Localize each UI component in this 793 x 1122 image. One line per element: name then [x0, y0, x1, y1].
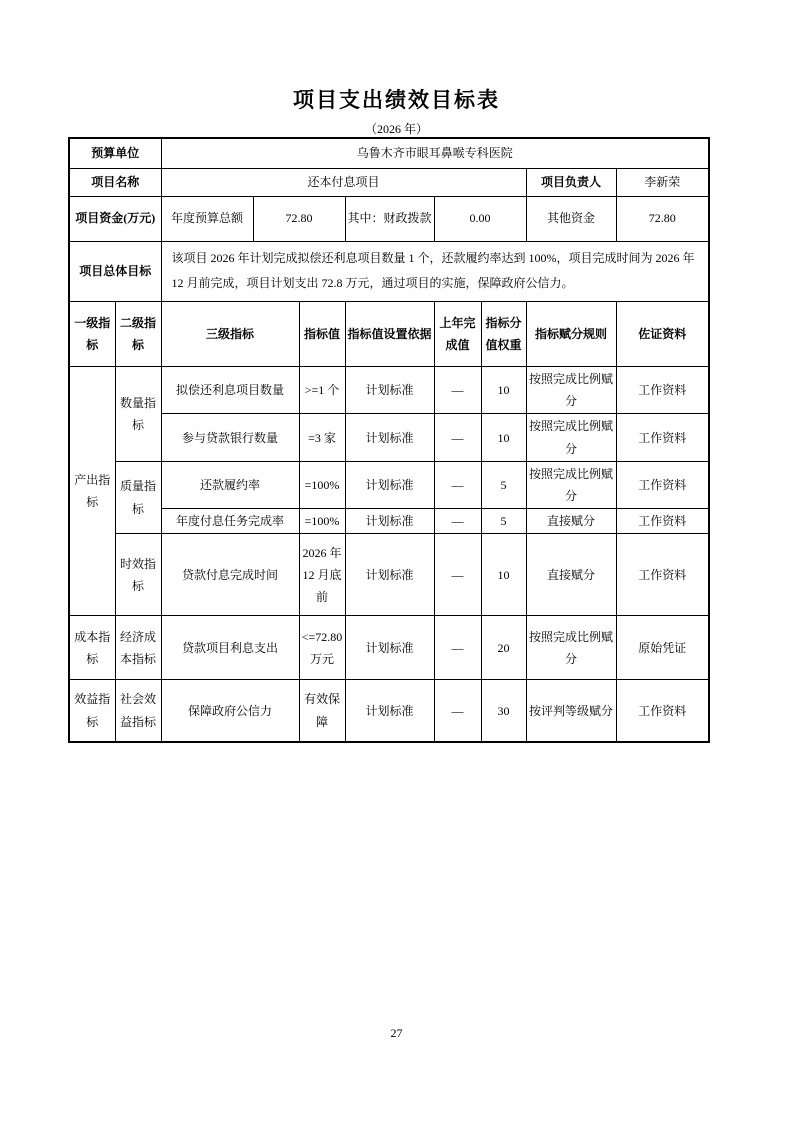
level2-quality: 质量指标 — [115, 461, 161, 534]
indicator-prev-year: — — [434, 414, 481, 461]
other-funds-label: 其他资金 — [526, 196, 616, 241]
indicator-prev-year: — — [434, 367, 481, 414]
indicator-prev-year: — — [434, 509, 481, 534]
level1-benefit: 效益指标 — [69, 680, 115, 742]
indicator-name: 参与贷款银行数量 — [161, 414, 299, 461]
other-funds-value: 72.80 — [616, 196, 709, 241]
indicator-rule: 直接赋分 — [526, 509, 616, 534]
header-evidence: 佐证资料 — [616, 302, 709, 367]
indicator-weight: 30 — [481, 680, 526, 742]
indicator-value: >=1 个 — [299, 367, 345, 414]
indicator-evidence: 工作资料 — [616, 509, 709, 534]
project-name-value: 还本付息项目 — [161, 168, 526, 196]
indicator-value: <=72.80 万元 — [299, 616, 345, 680]
indicator-name: 拟偿还利息项目数量 — [161, 367, 299, 414]
indicator-rule: 按评判等级赋分 — [526, 680, 616, 742]
indicator-prev-year: — — [434, 680, 481, 742]
overall-goal-text: 该项目 2026 年计划完成拟偿还利息项目数量 1 个，还款履约率达到 100%，项目完成时间为 2026 年 12 月前完成，项目计划支出 72.8 万元，通过项目的实施，保障政府公信力。 — [161, 241, 709, 302]
indicator-row — [69, 509, 709, 534]
indicator-basis: 计划标准 — [345, 616, 434, 680]
indicator-basis: 计划标准 — [345, 680, 434, 742]
indicator-prev-year: — — [434, 616, 481, 680]
project-funds-label: 项目资金(万元) — [69, 196, 161, 241]
indicator-row — [69, 461, 709, 508]
indicator-value: 2026 年 12 月底前 — [299, 534, 345, 616]
table-row — [69, 196, 709, 241]
header-basis: 指标值设置依据 — [345, 302, 434, 367]
indicator-weight: 5 — [481, 509, 526, 534]
header-level2: 二级指标 — [115, 302, 161, 367]
header-level3: 三级指标 — [161, 302, 299, 367]
indicator-rule: 按照完成比例赋分 — [526, 414, 616, 461]
level2-social-benefit: 社会效益指标 — [115, 680, 161, 742]
header-weight: 指标分值权重 — [481, 302, 526, 367]
indicator-value: =3 家 — [299, 414, 345, 461]
indicator-name: 还款履约率 — [161, 461, 299, 508]
table-row — [69, 241, 709, 302]
indicator-weight: 10 — [481, 414, 526, 461]
indicator-evidence: 原始凭证 — [616, 616, 709, 680]
indicator-weight: 5 — [481, 461, 526, 508]
indicator-row — [69, 534, 709, 616]
page-title: 项目支出绩效目标表 — [293, 88, 500, 112]
level2-timeliness: 时效指标 — [115, 534, 161, 616]
indicator-row — [69, 680, 709, 742]
indicator-rule: 按照完成比例赋分 — [526, 461, 616, 508]
indicator-row — [69, 414, 709, 461]
table-row — [69, 168, 709, 196]
indicator-basis: 计划标准 — [345, 509, 434, 534]
indicator-name: 保障政府公信力 — [161, 680, 299, 742]
indicator-basis: 计划标准 — [345, 367, 434, 414]
fiscal-allocation-label: 其中：财政拨款 — [345, 196, 434, 241]
level2-economic-cost: 经济成本指标 — [115, 616, 161, 680]
budget-unit-value: 乌鲁木齐市眼耳鼻喉专科医院 — [161, 138, 709, 168]
project-leader-label: 项目负责人 — [526, 168, 616, 196]
indicator-name: 年度付息任务完成率 — [161, 509, 299, 534]
indicator-evidence: 工作资料 — [616, 534, 709, 616]
project-leader-value: 李新荣 — [616, 168, 709, 196]
indicator-weight: 10 — [481, 534, 526, 616]
indicator-value: =100% — [299, 509, 345, 534]
indicator-value: 有效保障 — [299, 680, 345, 742]
header-level1: 一级指标 — [69, 302, 115, 367]
annual-budget-label: 年度预算总额 — [161, 196, 253, 241]
annual-budget-value: 72.80 — [253, 196, 345, 241]
indicator-prev-year: — — [434, 461, 481, 508]
indicator-rule: 直接赋分 — [526, 534, 616, 616]
level1-cost: 成本指标 — [69, 616, 115, 680]
performance-target-table — [68, 137, 710, 743]
indicator-evidence: 工作资料 — [616, 680, 709, 742]
indicator-prev-year: — — [434, 534, 481, 616]
indicator-evidence: 工作资料 — [616, 367, 709, 414]
indicator-name: 贷款付息完成时间 — [161, 534, 299, 616]
indicator-value: =100% — [299, 461, 345, 508]
header-prev-year: 上年完成值 — [434, 302, 481, 367]
indicator-basis: 计划标准 — [345, 534, 434, 616]
indicator-weight: 20 — [481, 616, 526, 680]
project-name-label: 项目名称 — [69, 168, 161, 196]
indicator-rule: 按照完成比例赋分 — [526, 367, 616, 414]
indicator-evidence: 工作资料 — [616, 461, 709, 508]
indicator-weight: 10 — [481, 367, 526, 414]
budget-unit-label: 预算单位 — [69, 138, 161, 168]
indicator-evidence: 工作资料 — [616, 414, 709, 461]
indicator-name: 贷款项目利息支出 — [161, 616, 299, 680]
header-rule: 指标赋分规则 — [526, 302, 616, 367]
page-number: 27 — [390, 1026, 403, 1040]
indicator-row — [69, 616, 709, 680]
overall-goal-label: 项目总体目标 — [69, 241, 161, 302]
header-value: 指标值 — [299, 302, 345, 367]
level2-quantity: 数量指标 — [115, 367, 161, 462]
indicator-header-row — [69, 302, 709, 367]
indicator-row — [69, 367, 709, 414]
indicator-rule: 按照完成比例赋分 — [526, 616, 616, 680]
indicator-basis: 计划标准 — [345, 461, 434, 508]
level1-output: 产出指标 — [69, 367, 115, 616]
indicator-basis: 计划标准 — [345, 414, 434, 461]
fiscal-allocation-value: 0.00 — [434, 196, 526, 241]
table-row — [69, 138, 709, 168]
page-subtitle: （2026 年） — [364, 122, 428, 136]
